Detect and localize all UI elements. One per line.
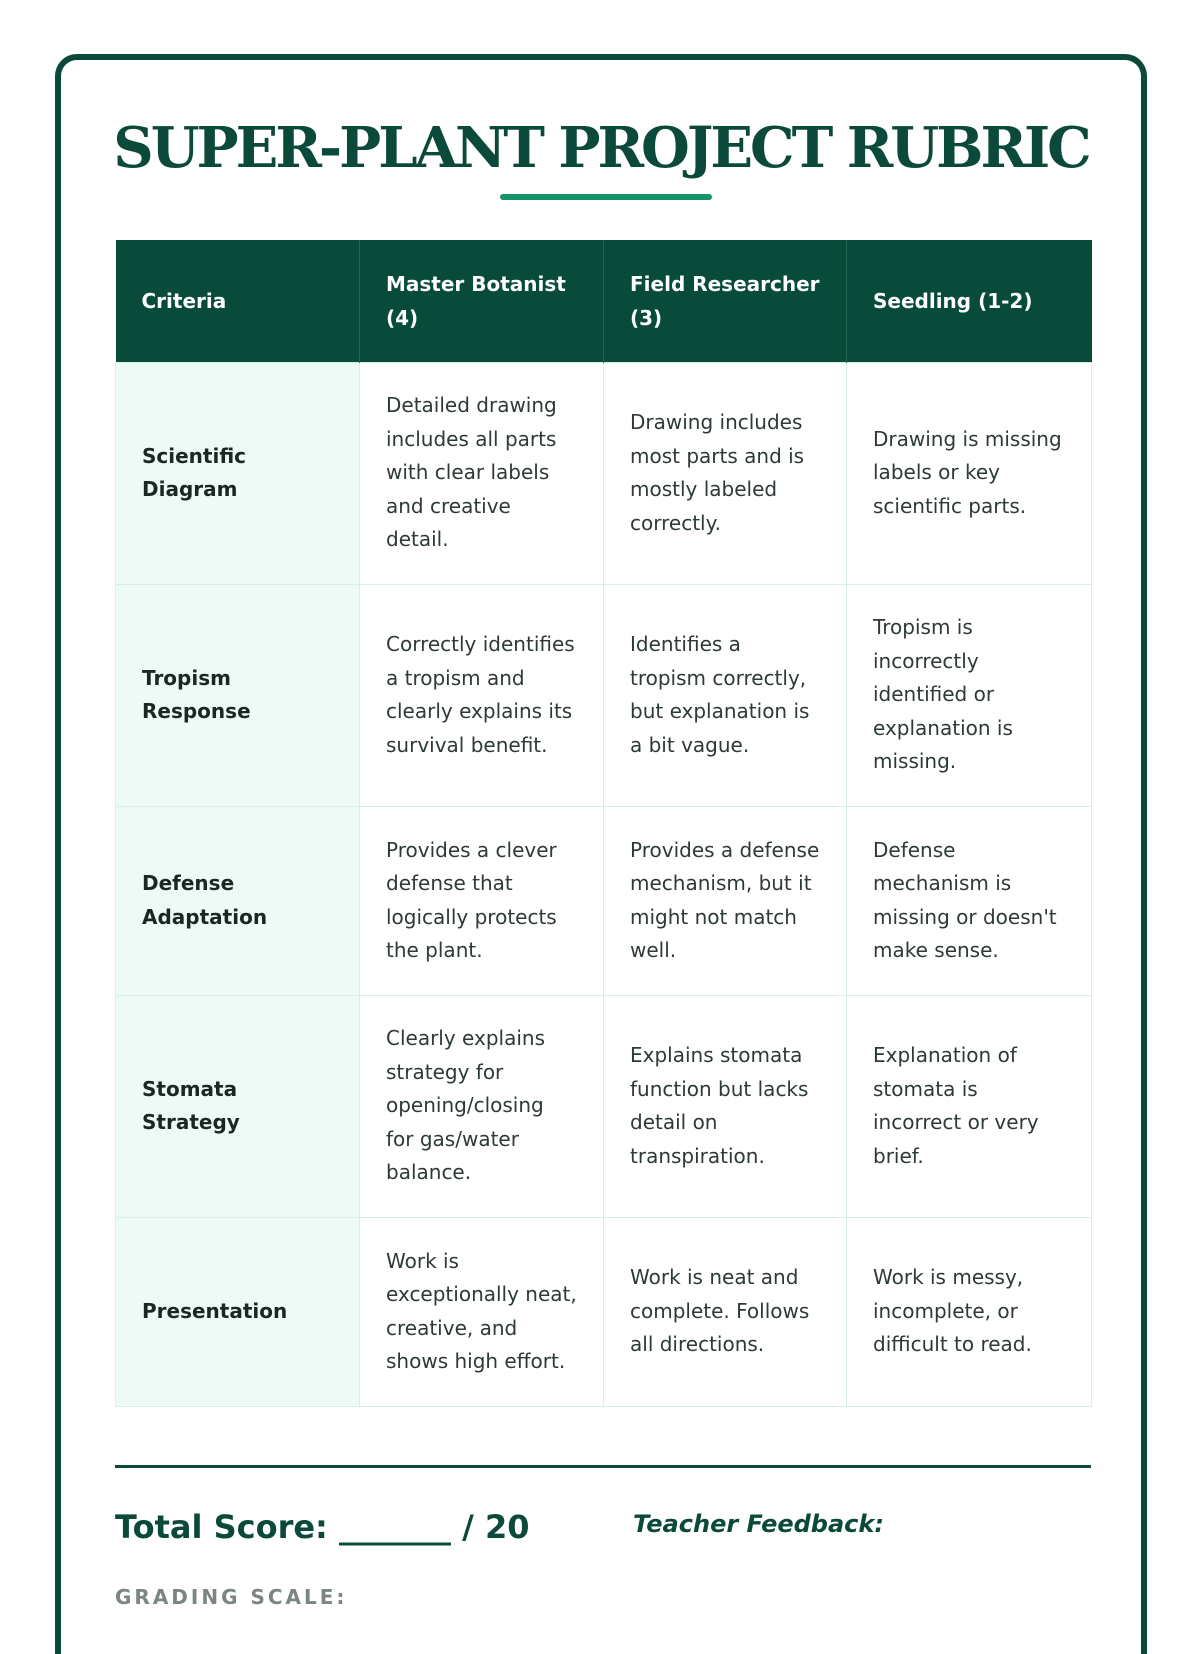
rubric-sheet (55, 54, 1147, 1654)
level-cell: Drawing includes most parts and is mostly labeled correctly. (604, 362, 847, 584)
criterion-cell: Defense Adaptation (116, 806, 360, 995)
criterion-cell: Stomata Strategy (116, 995, 360, 1217)
level-cell: Provides a defense mechanism, but it might not match well. (604, 806, 847, 995)
level-cell: Defense mechanism is missing or doesn't make sense. (847, 806, 1092, 995)
title-underline (500, 194, 712, 200)
grading-scale-heading: GRADING SCALE: (115, 1585, 348, 1609)
rubric-table (115, 240, 1092, 1407)
level-cell: Work is neat and complete. Follows all directions. (604, 1217, 847, 1406)
table-row (116, 806, 1092, 995)
criterion-cell: Presentation (116, 1217, 360, 1406)
header-seedling: Seedling (1-2) (847, 240, 1092, 362)
level-cell: Explanation of stomata is incorrect or very brief. (847, 995, 1092, 1217)
header-criteria: Criteria (116, 240, 360, 362)
criterion-cell: Scientific Diagram (116, 362, 360, 584)
header-master-botanist: Master Botanist (4) (360, 240, 604, 362)
level-cell: Work is messy, incomplete, or difficult to read. (847, 1217, 1092, 1406)
level-cell: Detailed drawing includes all parts with clear labels and creative detail. (360, 362, 604, 584)
table-row (116, 584, 1092, 806)
header-field-researcher: Field Researcher (3) (604, 240, 847, 362)
level-cell: Explains stomata function but lacks detail on transpiration. (604, 995, 847, 1217)
level-cell: Clearly explains strategy for opening/closing for gas/water balance. (360, 995, 604, 1217)
table-row (116, 362, 1092, 584)
criterion-cell: Tropism Response (116, 584, 360, 806)
level-cell: Correctly identifies a tropism and clearly explains its survival benefit. (360, 584, 604, 806)
level-cell: Tropism is incorrectly identified or explanation is missing. (847, 584, 1092, 806)
level-cell: Provides a clever defense that logically protects the plant. (360, 806, 604, 995)
table-row (116, 1217, 1092, 1406)
level-cell: Work is exceptionally neat, creative, and shows high effort. (360, 1217, 604, 1406)
page-title: SUPER-PLANT PROJECT RUBRIC (113, 115, 1089, 181)
level-cell: Identifies a tropism correctly, but explanation is a bit vague. (604, 584, 847, 806)
level-cell: Drawing is missing labels or key scientific parts. (847, 362, 1092, 584)
table-row (116, 995, 1092, 1217)
total-score: Total Score: _______ / 20 (115, 1508, 530, 1546)
section-divider (115, 1465, 1091, 1468)
teacher-feedback-label: Teacher Feedback: (633, 1510, 884, 1538)
table-header-row (116, 240, 1092, 362)
